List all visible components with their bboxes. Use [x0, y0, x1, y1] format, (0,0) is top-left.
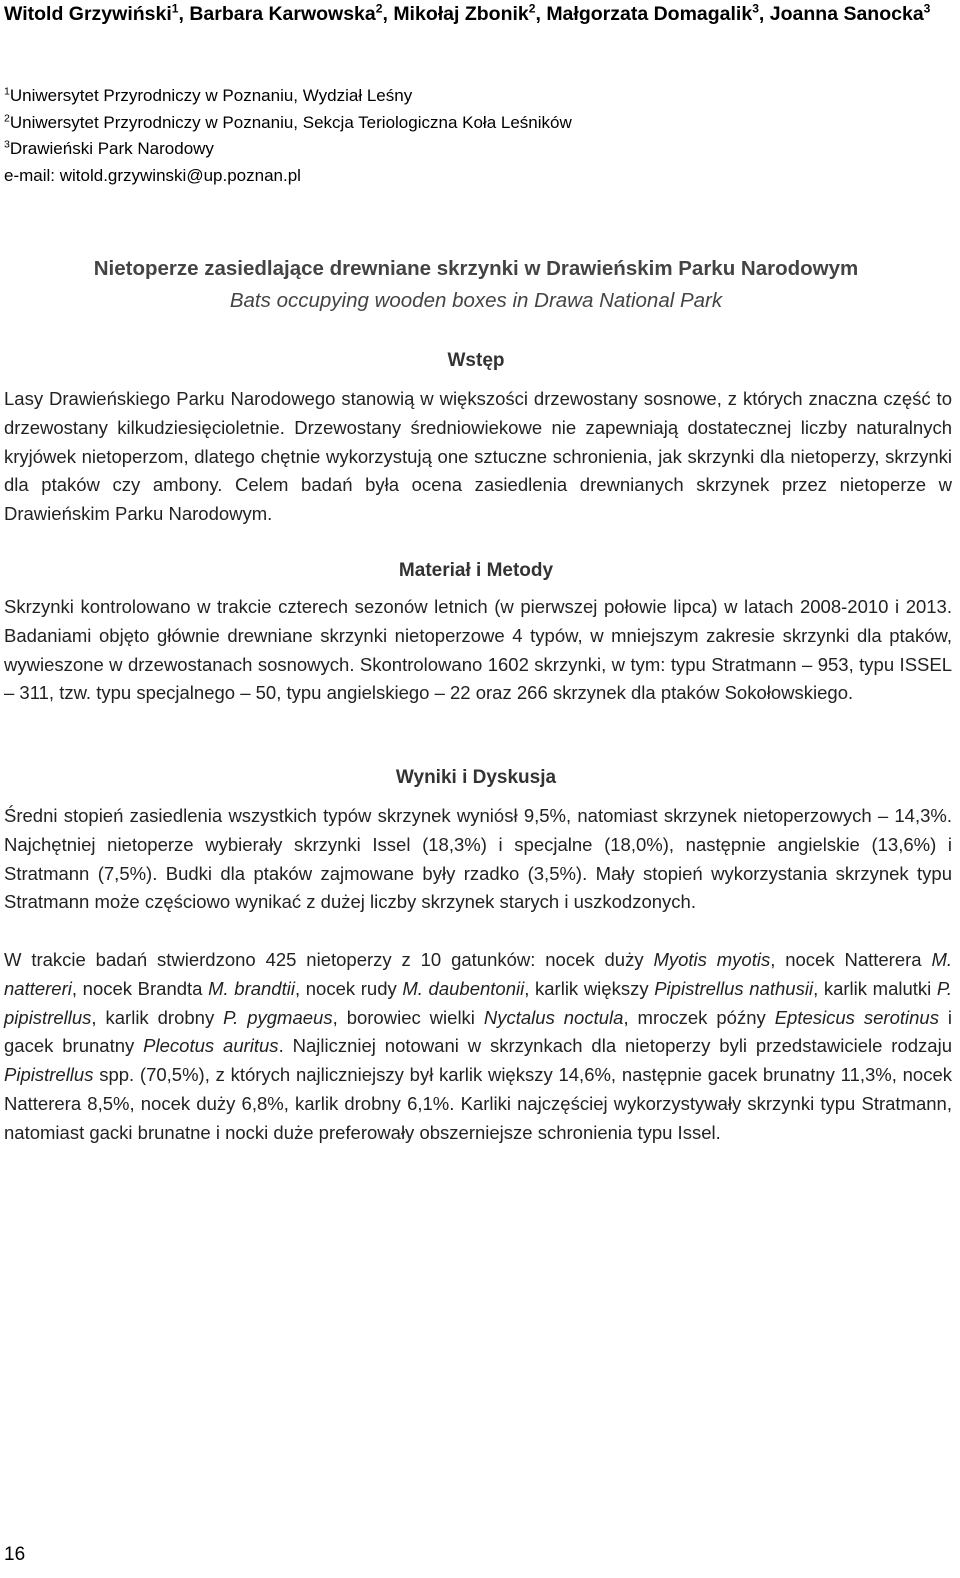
text-segment: , borowiec wielki [332, 1006, 484, 1028]
text-segment: . Najliczniej notowani w skrzynkach dla nietoperzy byli przedstawiciele rodzaju [278, 1035, 952, 1057]
text-segment: W trakcie badań stwierdzono 425 nietoperzy z 10 gatunków: nocek duży [4, 949, 654, 970]
species-name: Plecotus auritus [143, 1035, 279, 1057]
methods-paragraph: Skrzynki kontrolowano w trakcie czterech sezonów letnich (w pierwszej połowie lipca) w latach 2008-2010 i 2013. Badaniami objęto głównie drewniane skrzynki nietoperzowe 4 typów, w mniejszym zakresie skrzynki dla ptaków, wywieszone w drzewostanach sosnowych. Skontrolowano 1602 skrzynki, w tym: typu Stratmann – 953, typu ISSEL – 311, tzw. typu specjalnego – 50, typu angielskiego – 22 oraz 266 skrzynek dla ptaków Sokołowskiego. [4, 596, 952, 704]
text-segment: i gacek brunatny [4, 1006, 953, 1057]
text-segment: , nocek Natterera [770, 949, 932, 970]
title-english: Bats occupying wooden boxes in Drawa National Park [229, 289, 723, 312]
text-segment: , nocek rudy [294, 977, 403, 999]
text-segment: spp. (70,5%), z których najliczniejszy był karlik większy 14,6%, następnie gacek brunatny 11,3%, nocek Natterera 8,5%, nocek duży 6,8%, karlik drobny 6,1%. Karliki najczęściej wykorzystywały skrzynki typu Stratmann, natomiast gacki brunatne i nocki duże preferowały obszerniejsze schronienia typu Issel. [4, 1064, 952, 1143]
contact-email: e-mail: witold.grzywinski@up.poznan.pl [4, 165, 301, 185]
heading-methods: Materiał i Metody [398, 560, 554, 581]
text-segment: , karlik malutki [813, 977, 937, 999]
affiliation: $^3$Drawieński Park Narodowy [4, 138, 214, 158]
heading-results: Wyniki i Dyskusja [395, 767, 557, 788]
heading-introduction: Wstęp [447, 350, 505, 371]
author: Mikołaj Zbonik$^2$, [393, 1, 547, 25]
author: Małgorzata Domagalik$^3$, [546, 1, 770, 25]
affiliations [4, 83, 944, 189]
species-name: M. nattereri [4, 949, 952, 999]
introduction-paragraph: Lasy Drawieńskiego Parku Narodowego stanowią w większości drzewostany sosnowe, z których znaczna część to drzewostany kilkudziesięcioletnie. Drzewostany średniowiekowe nie zapewniają dostatecznej liczby naturalnych kryjówek nietoperzom, dlatego chętnie wykorzystują one sztuczne schronienia, jak skrzynki dla nietoperzy, skrzynki dla ptaków czy ambony. Celem badań była ocena zasiedlenia drewnianych skrzynek przez nietoperze w Drawieńskim Parku Narodowym. [4, 388, 952, 525]
species-name: P. pygmaeus [223, 1006, 333, 1028]
species-name: Pipistrellus nathusii [654, 977, 814, 999]
results-paragraph-2 [4, 946, 952, 1148]
species-name: Eptesicus serotinus [774, 1006, 939, 1028]
title-polish: Nietoperze zasiedlające drewniane skrzynki w Drawieńskim Parku Narodowym [93, 257, 859, 280]
text-segment: , nocek Brandta [71, 977, 209, 999]
page-number: 16 [4, 1544, 26, 1565]
author-list [4, 0, 952, 29]
species-name: M. daubentonii [402, 977, 525, 999]
results-paragraph-1: Średni stopień zasiedlenia wszystkich typów skrzynek wyniósł 9,5%, natomiast skrzynek nietoperzowych – 14,3%. Najchętniej nietoperze wybierały skrzynki Issel (18,3%) i specjalne (18,0%), następnie angielskie (13,6%) i Stratmann (7,5%). Budki dla ptaków zajmowane były rzadko (3,5%). Mały stopień wykorzystania skrzynek typu Stratmann może częściowo wynikać z dużej liczby skrzynek starych i uszkodzonych. [4, 805, 952, 913]
affiliation: $^2$Uniwersytet Przyrodniczy w Poznaniu, Sekcja Teriologiczna Koła Leśników [4, 111, 572, 132]
species-name: Myotis myotis [653, 949, 771, 970]
affiliation: $^1$Uniwersytet Przyrodniczy w Poznaniu, Wydział Leśny [4, 85, 413, 105]
species-name: P. pipistrellus [4, 977, 952, 1028]
species-name: M. brandtii [208, 977, 295, 999]
species-name: Pipistrellus [4, 1064, 94, 1086]
text-segment: , mroczek późny [623, 1006, 775, 1028]
author: Barbara Karwowska$^2$, [189, 1, 394, 25]
text-segment: , karlik drobny [91, 1006, 224, 1028]
author: Witold Grzywiński$^1$, [4, 1, 190, 25]
text-segment: , karlik większy [524, 977, 655, 999]
author: Joanna Sanocka$^3$ [769, 1, 931, 25]
species-name: Nyctalus noctula [483, 1006, 624, 1028]
